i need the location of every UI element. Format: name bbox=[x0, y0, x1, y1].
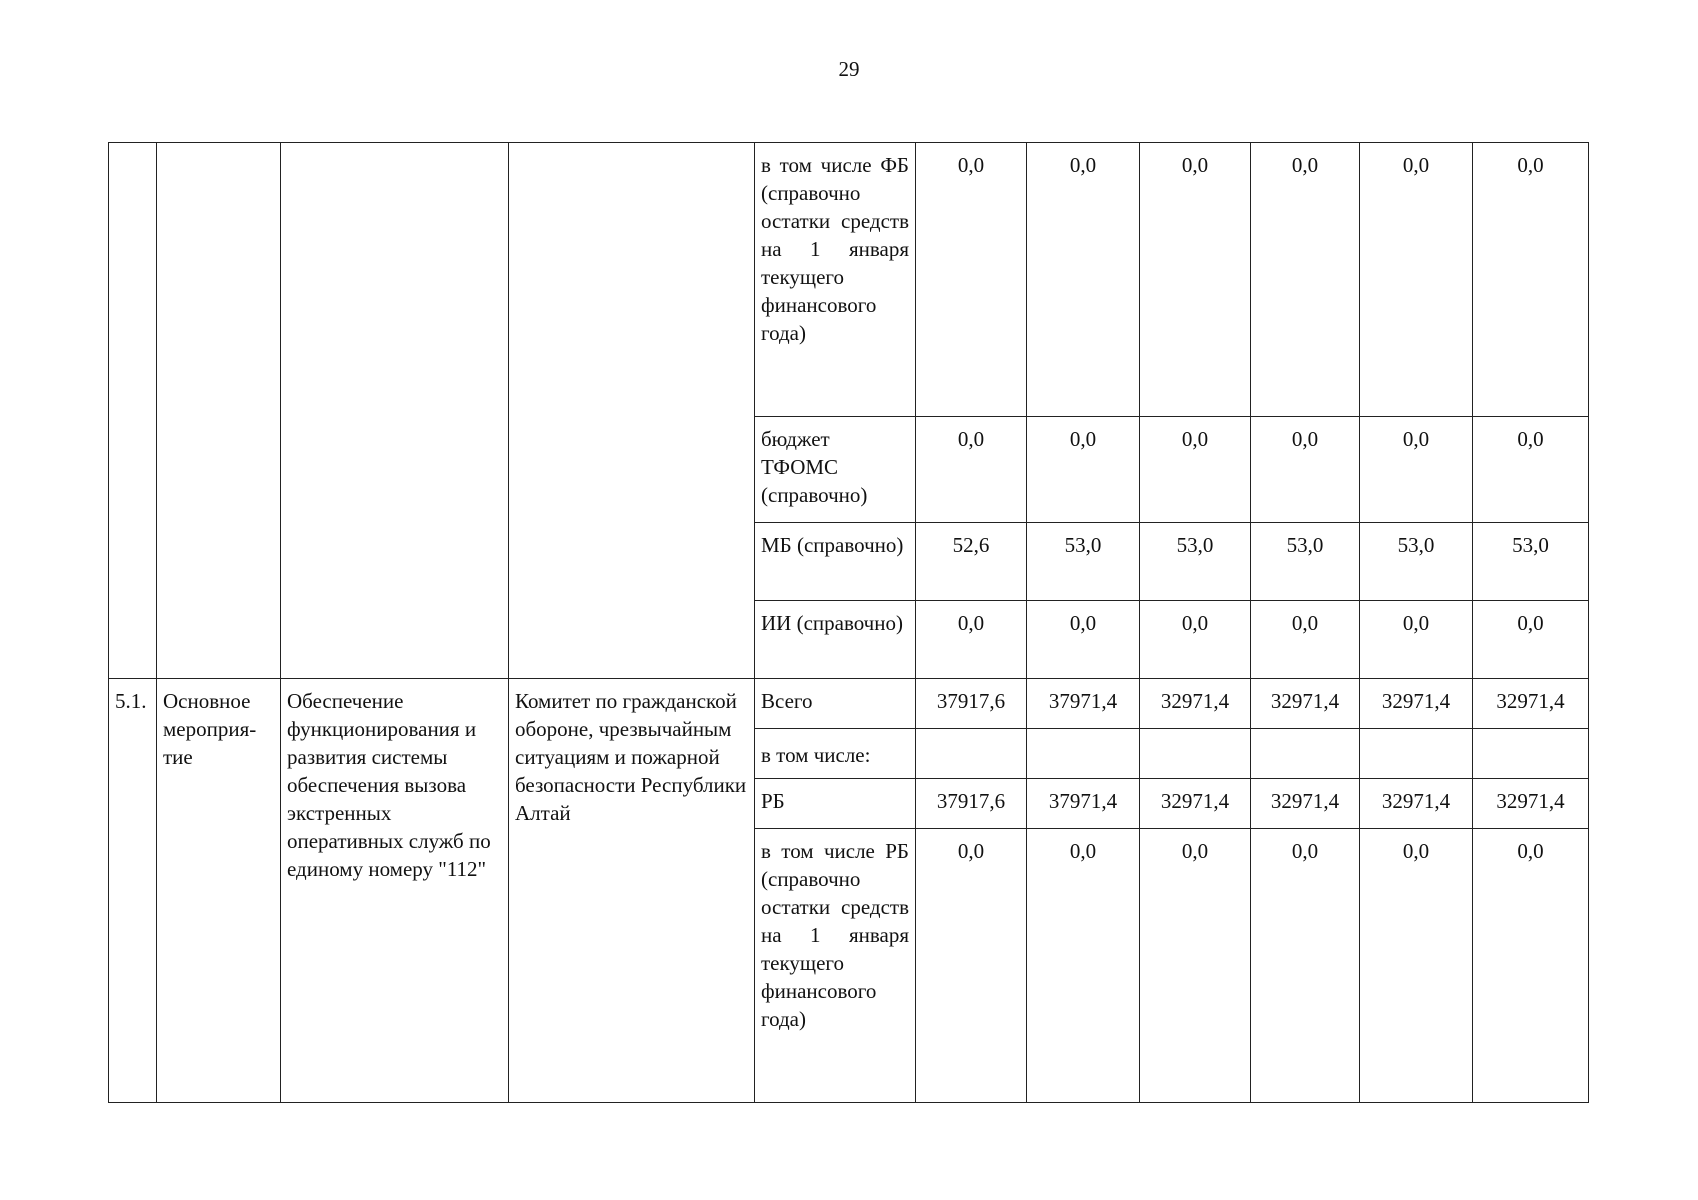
value-cell: 0,0 bbox=[916, 829, 1027, 1103]
value-cell: 0,0 bbox=[1251, 829, 1360, 1103]
value-cell: 32971,4 bbox=[1140, 779, 1251, 829]
value-cell: 53,0 bbox=[1140, 523, 1251, 601]
value-cell: 0,0 bbox=[1251, 601, 1360, 679]
executor-cell: Комитет по гражданской обороне, чрезвычайным ситуациям и пожарной безопасности Республики Алтай bbox=[509, 679, 755, 1103]
item-number-cell: 5.1. bbox=[109, 679, 157, 1103]
funding-source-cell: в том числе: bbox=[755, 729, 916, 779]
value-cell: 53,0 bbox=[1251, 523, 1360, 601]
empty-cell bbox=[109, 143, 157, 679]
value-cell bbox=[1473, 729, 1589, 779]
value-cell bbox=[1251, 729, 1360, 779]
value-cell bbox=[1027, 729, 1140, 779]
value-cell: 32971,4 bbox=[1140, 679, 1251, 729]
value-cell: 0,0 bbox=[1140, 143, 1251, 417]
funding-source-cell: Всего bbox=[755, 679, 916, 729]
funding-source-cell: бюджет ТФОМС (справочно) bbox=[755, 417, 916, 523]
empty-cell bbox=[509, 143, 755, 679]
item-name-cell: Обеспечение функционирования и развития системы обеспечения вызова экстренных оперативных служб по единому номеру "112" bbox=[281, 679, 509, 1103]
value-cell: 53,0 bbox=[1473, 523, 1589, 601]
value-cell: 0,0 bbox=[1140, 829, 1251, 1103]
value-cell: 0,0 bbox=[1473, 601, 1589, 679]
value-cell: 32971,4 bbox=[1360, 779, 1473, 829]
value-cell: 0,0 bbox=[1027, 829, 1140, 1103]
value-cell: 37917,6 bbox=[916, 679, 1027, 729]
value-cell: 0,0 bbox=[1473, 417, 1589, 523]
value-cell: 37971,4 bbox=[1027, 679, 1140, 729]
value-cell: 0,0 bbox=[1027, 601, 1140, 679]
value-cell: 0,0 bbox=[1027, 417, 1140, 523]
funding-source-cell: в том числе ФБ (справочно остатки средств на 1 января текущего финансового года) bbox=[755, 143, 916, 417]
value-cell: 0,0 bbox=[1360, 601, 1473, 679]
funding-source-cell: в том числе РБ (справочно остатки средств на 1 января текущего финансового года) bbox=[755, 829, 916, 1103]
value-cell: 0,0 bbox=[1473, 143, 1589, 417]
value-cell: 0,0 bbox=[1360, 417, 1473, 523]
empty-cell bbox=[157, 143, 281, 679]
value-cell: 0,0 bbox=[1251, 143, 1360, 417]
page-number: 29 bbox=[838, 57, 860, 81]
value-cell: 53,0 bbox=[1360, 523, 1473, 601]
value-cell: 32971,4 bbox=[1251, 779, 1360, 829]
value-cell: 37971,4 bbox=[1027, 779, 1140, 829]
empty-cell bbox=[281, 143, 509, 679]
value-cell bbox=[1360, 729, 1473, 779]
value-cell: 32971,4 bbox=[1473, 779, 1589, 829]
value-cell bbox=[916, 729, 1027, 779]
item-type-cell: Основное мероприя-тие bbox=[157, 679, 281, 1103]
value-cell: 0,0 bbox=[1027, 143, 1140, 417]
funding-source-cell: МБ (справочно) bbox=[755, 523, 916, 601]
value-cell: 0,0 bbox=[1140, 417, 1251, 523]
value-cell: 0,0 bbox=[916, 143, 1027, 417]
value-cell: 0,0 bbox=[1251, 417, 1360, 523]
value-cell: 32971,4 bbox=[1473, 679, 1589, 729]
value-cell: 0,0 bbox=[1140, 601, 1251, 679]
value-cell: 0,0 bbox=[916, 417, 1027, 523]
value-cell: 52,6 bbox=[916, 523, 1027, 601]
value-cell: 0,0 bbox=[1473, 829, 1589, 1103]
value-cell: 32971,4 bbox=[1360, 679, 1473, 729]
table-row bbox=[109, 679, 1589, 729]
funding-source-cell: ИИ (справочно) bbox=[755, 601, 916, 679]
value-cell bbox=[1140, 729, 1251, 779]
value-cell: 0,0 bbox=[1360, 829, 1473, 1103]
funding-table bbox=[108, 142, 1589, 1103]
funding-source-cell: РБ bbox=[755, 779, 916, 829]
value-cell: 32971,4 bbox=[1251, 679, 1360, 729]
value-cell: 0,0 bbox=[1360, 143, 1473, 417]
value-cell: 53,0 bbox=[1027, 523, 1140, 601]
value-cell: 0,0 bbox=[916, 601, 1027, 679]
value-cell: 37917,6 bbox=[916, 779, 1027, 829]
table-row bbox=[109, 143, 1589, 417]
